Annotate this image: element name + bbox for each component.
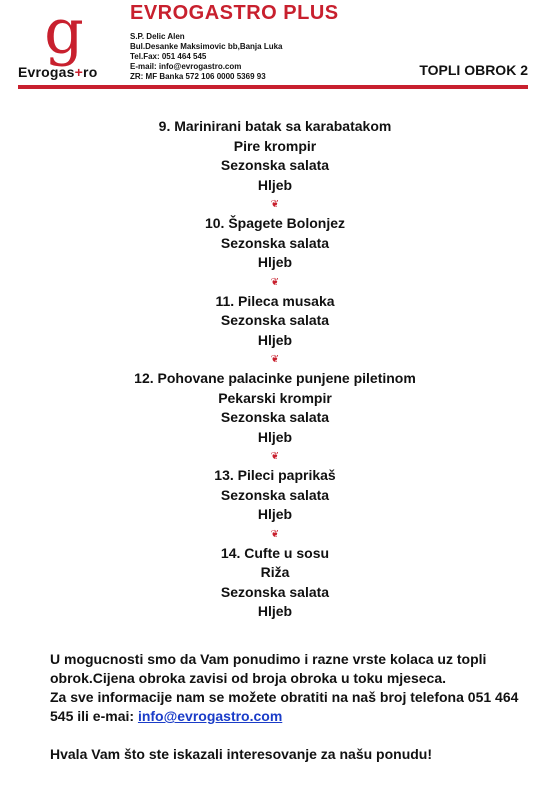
menu-side: Pekarski krompir (218, 389, 332, 406)
document-title: TOPLI OBROK 2 (419, 62, 528, 78)
menu-side: Hljeb (257, 331, 293, 348)
menu-side: Hljeb (257, 176, 293, 193)
menu-item (0, 544, 550, 622)
menu-item (0, 117, 550, 195)
contact-sentence: Za sve informacije nam se možete obratiti na naš broj telefona 051 464 545 ili e-mai: (50, 689, 519, 724)
menu-side: Sezonska salata (220, 157, 330, 173)
menu-side: Sezonska salata (220, 409, 330, 425)
menu-side: Riža (260, 564, 290, 580)
logo-text-suffix: ro (83, 64, 98, 80)
logo-text (18, 64, 97, 80)
heart-divider-icon: ❦ (270, 199, 280, 210)
menu-side: Sezonska salata (220, 234, 330, 251)
menu-side: Pire krompir (233, 137, 317, 154)
menu-dish-title: 12. Pohovane palacinke punjene piletinom (134, 370, 416, 386)
contact-bank-account: ZR: MF Banka 572 106 0000 5369 93 (130, 72, 266, 81)
logo-mark: g (44, 0, 84, 68)
company-name: EVROGASTRO PLUS (130, 2, 339, 24)
heart-divider-icon: ❦ (270, 276, 280, 288)
contact-paragraph (50, 688, 520, 726)
menu-side: Hljeb (257, 428, 293, 445)
heart-divider-icon: ❦ (270, 528, 280, 540)
contact-owner: S.P. Delic Alen (130, 32, 185, 41)
menu-dish-title: 10. Špagete Bolonjez (204, 215, 346, 231)
menu-item (0, 369, 550, 447)
menu-side: Hljeb (257, 254, 293, 270)
menu-side: Sezonska salata (220, 583, 330, 600)
contact-email: E-mail: info@evrogastro.com (130, 62, 242, 71)
menu-dish-title: 14. Cufte u sosu (220, 544, 330, 561)
header-rule (18, 85, 528, 89)
contact-phone: Tel.Fax: 051 464 545 (130, 52, 207, 61)
thanks-paragraph: Hvala Vam što ste iskazali interesovanje za našu ponudu! (50, 746, 433, 762)
menu-dish-title: 13. Pileci paprikaš (214, 467, 336, 483)
menu-side: Hljeb (257, 603, 293, 619)
menu-item (0, 466, 550, 525)
menu-side: Hljeb (257, 506, 293, 522)
logo-text-prefix: Evrogas (18, 64, 75, 80)
heart-divider-icon: ❦ (270, 451, 280, 462)
menu-side: Sezonska salata (220, 312, 330, 328)
heart-divider-icon: ❦ (270, 354, 280, 365)
logo-plus: + (74, 64, 84, 80)
menu-dish-title: 11. Pileca musaka (215, 292, 335, 309)
menu-item (0, 214, 550, 273)
footer-text (50, 650, 520, 764)
menu-dish-title: 9. Marinirani batak sa karabatakom (158, 118, 392, 134)
menu-item (0, 292, 550, 351)
contact-block (130, 32, 283, 82)
email-link[interactable]: info@evrogastro.com (137, 708, 283, 724)
menu-list (0, 117, 550, 622)
menu-side: Sezonska salata (220, 486, 330, 503)
offer-paragraph: U mogucnosti smo da Vam ponudimo i razne vrste kolaca uz topli obrok.Cijena obroka zavisi od broja obroka u toku mjeseca. (50, 651, 487, 686)
contact-address: Bul.Desanke Maksimovic bb,Banja Luka (130, 42, 283, 51)
